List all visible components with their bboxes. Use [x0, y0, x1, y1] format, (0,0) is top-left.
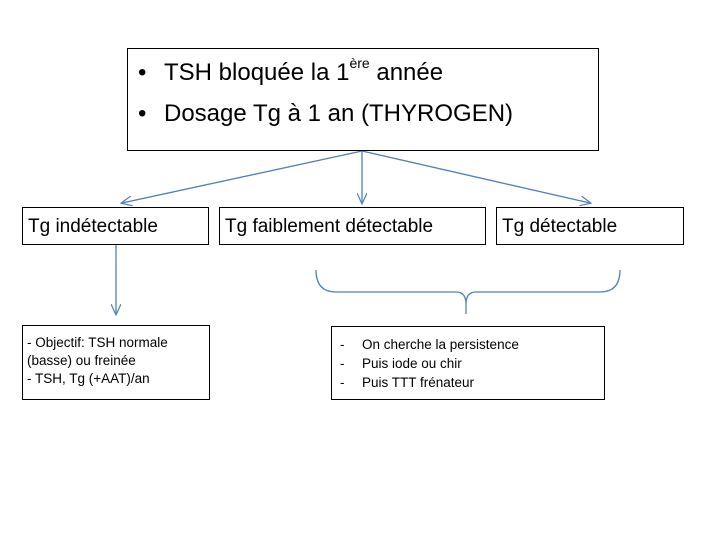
- detectable-followup-box: [331, 326, 605, 400]
- bullet-superscript: ère: [349, 55, 370, 71]
- list-item: [340, 354, 604, 373]
- tg-low-detectable-box: Tg faiblement détectable: [219, 207, 486, 245]
- tg-detectable-box: Tg détectable: [496, 207, 684, 245]
- context-box: [127, 48, 599, 151]
- dash-marker: -: [340, 356, 345, 371]
- tg-undetectable-box: Tg indétectable: [22, 207, 209, 245]
- bullet-text-after: année: [369, 59, 444, 86]
- bullet-tsh: [138, 55, 598, 86]
- bullet-text: [164, 55, 444, 86]
- bullet-symbol: •: [138, 59, 147, 86]
- undetectable-followup-box: [22, 325, 210, 400]
- bullet-symbol: •: [138, 100, 147, 127]
- bullet-text: Dosage Tg à 1 an (THYROGEN): [164, 100, 514, 127]
- list-item: [340, 335, 604, 354]
- bullet-text-main: TSH bloquée la 1: [164, 59, 350, 86]
- note-line: - TSH, Tg (+AAT)/an: [27, 371, 150, 386]
- dash-marker: -: [340, 337, 345, 352]
- arrow-to-undetectable: [122, 151, 362, 203]
- dash-marker: -: [340, 375, 345, 390]
- list-item-text: Puis iode ou chir: [362, 356, 462, 371]
- list-item-text: On cherche la persistence: [362, 337, 519, 352]
- list-item: [340, 373, 604, 392]
- note-line: (basse) ou freinée: [27, 353, 136, 368]
- arrow-to-detectable: [362, 151, 590, 203]
- note-line: - Objectif: TSH normale: [27, 335, 168, 350]
- brace-connector: [316, 270, 620, 314]
- bullet-dosage: [138, 102, 598, 126]
- list-item-text: Puis TTT frénateur: [362, 375, 475, 390]
